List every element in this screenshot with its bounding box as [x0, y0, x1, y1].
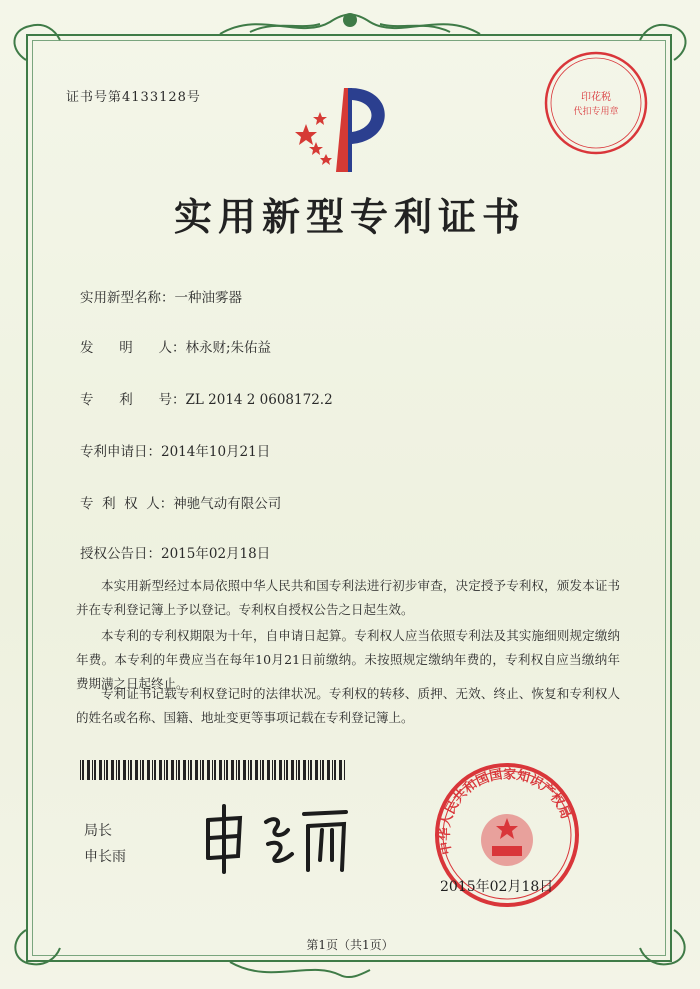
cnipa-logo: [286, 84, 402, 176]
tax-stamp-seal: [541, 48, 651, 158]
barcode-bar: [334, 760, 336, 780]
barcode-bar: [310, 760, 312, 780]
barcode-bar: [332, 760, 333, 780]
barcode-bar: [272, 760, 273, 780]
barcode-bar: [274, 760, 276, 780]
field-utility-model-name: [80, 286, 242, 306]
barcode-bar: [214, 760, 216, 780]
barcode-bar: [291, 760, 294, 780]
barcode-bar: [82, 760, 84, 780]
barcode: [80, 760, 346, 780]
field-value: 2014年10月21日: [161, 444, 271, 460]
barcode-bar: [212, 760, 213, 780]
paragraph-legal-status: 专利证书记载专利权登记时的法律状况。专利权的转移、质押、无效、终止、恢复和专利权人的姓名或名称、国籍、地址变更等事项记载在专利登记簿上。: [76, 686, 620, 725]
field-grant-date: [80, 542, 270, 562]
barcode-bar: [207, 760, 210, 780]
field-label: 发 明 人：: [80, 340, 186, 356]
barcode-bar: [303, 760, 306, 780]
barcode-bar: [142, 760, 144, 780]
signatory-role: 局长: [84, 823, 112, 839]
barcode-bar: [322, 760, 324, 780]
barcode-bar: [99, 760, 102, 780]
barcode-bar: [267, 760, 270, 780]
barcode-bar: [231, 760, 234, 780]
barcode-bar: [159, 760, 162, 780]
barcode-bar: [183, 760, 186, 780]
barcode-bar: [284, 760, 285, 780]
svg-text:代扣专用章: 代扣专用章: [573, 107, 619, 117]
barcode-bar: [188, 760, 189, 780]
barcode-bar: [339, 760, 342, 780]
field-inventor: [80, 336, 271, 356]
barcode-bar: [176, 760, 177, 780]
field-value: 2015年02月18日: [161, 546, 271, 562]
barcode-bar: [226, 760, 228, 780]
barcode-bar: [171, 760, 174, 780]
barcode-bar: [87, 760, 90, 780]
issue-date: 2015年02月18日: [440, 879, 554, 895]
field-label: 实用新型名称：: [80, 290, 175, 306]
barcode-bar: [116, 760, 117, 780]
barcode-bar: [243, 760, 246, 780]
barcode-bar: [178, 760, 180, 780]
barcode-bar: [154, 760, 156, 780]
barcode-bar: [224, 760, 225, 780]
barcode-bar: [250, 760, 252, 780]
field-value: 一种油雾器: [174, 290, 242, 306]
barcode-bar: [219, 760, 222, 780]
barcode-bar: [147, 760, 150, 780]
barcode-bar: [106, 760, 108, 780]
field-value: 神驰气动有限公司: [173, 496, 282, 512]
barcode-bar: [260, 760, 261, 780]
barcode-bar: [80, 760, 81, 780]
barcode-bar: [195, 760, 198, 780]
barcode-bar: [200, 760, 201, 780]
barcode-bar: [123, 760, 126, 780]
certificate-number: 证书号第4133128号: [66, 90, 201, 105]
barcode-bar: [298, 760, 300, 780]
barcode-bar: [128, 760, 129, 780]
signatory-name: 申长雨: [84, 849, 126, 865]
field-label: 专 利 号：: [80, 392, 186, 408]
field-patent-number: [80, 388, 333, 408]
barcode-bar: [152, 760, 153, 780]
paragraph-grant: 本实用新型经过本局依照中华人民共和国专利法进行初步审查，决定授予专利权，颁发本证书并在专利登记簿上予以登记。专利权自授权公告之日起生效。: [76, 578, 620, 617]
field-application-date: [80, 440, 270, 460]
barcode-bar: [262, 760, 264, 780]
barcode-bar: [238, 760, 240, 780]
page-footer: 第1页（共1页）: [306, 938, 394, 952]
barcode-bar: [118, 760, 120, 780]
barcode-bar: [344, 760, 345, 780]
field-label: 授权公告日：: [80, 546, 161, 562]
barcode-bar: [140, 760, 141, 780]
barcode-bar: [248, 760, 249, 780]
barcode-bar: [308, 760, 309, 780]
svg-text:中华人民共和国国家知识产权局: 中华人民共和国国家知识产权局: [437, 767, 574, 856]
barcode-bar: [315, 760, 318, 780]
certificate-title: 实用新型专利证书: [173, 195, 526, 239]
barcode-bar: [320, 760, 321, 780]
barcode-bar: [166, 760, 168, 780]
barcode-bar: [202, 760, 204, 780]
barcode-bar: [236, 760, 237, 780]
field-value: ZL 2014 2 0608172.2: [185, 392, 333, 408]
field-value: 林永财;朱佑益: [185, 340, 272, 356]
barcode-bar: [94, 760, 96, 780]
barcode-bar: [111, 760, 114, 780]
barcode-bar: [327, 760, 330, 780]
barcode-bar: [255, 760, 258, 780]
barcode-bar: [164, 760, 165, 780]
barcode-bar: [286, 760, 288, 780]
paragraph-term: 本专利的专利权期限为十年，自申请日起算。专利权人应当依照专利法及其实施细则规定缴纳年费。本专利的年费应当在每年10月21日前缴纳。未按照规定缴纳年费的，专利权自应当缴纳年费期满之日起终止。: [76, 628, 620, 691]
barcode-bar: [279, 760, 282, 780]
barcode-bar: [104, 760, 105, 780]
field-patentee: [80, 492, 281, 512]
barcode-bar: [92, 760, 93, 780]
svg-text:印花税: 印花税: [581, 92, 611, 103]
handwritten-signature: [196, 800, 356, 880]
barcode-bar: [130, 760, 132, 780]
barcode-bar: [296, 760, 297, 780]
barcode-bar: [135, 760, 138, 780]
field-label: 专利申请日：: [80, 444, 161, 460]
field-label: 专 利 权 人：: [80, 496, 174, 512]
barcode-bar: [190, 760, 192, 780]
